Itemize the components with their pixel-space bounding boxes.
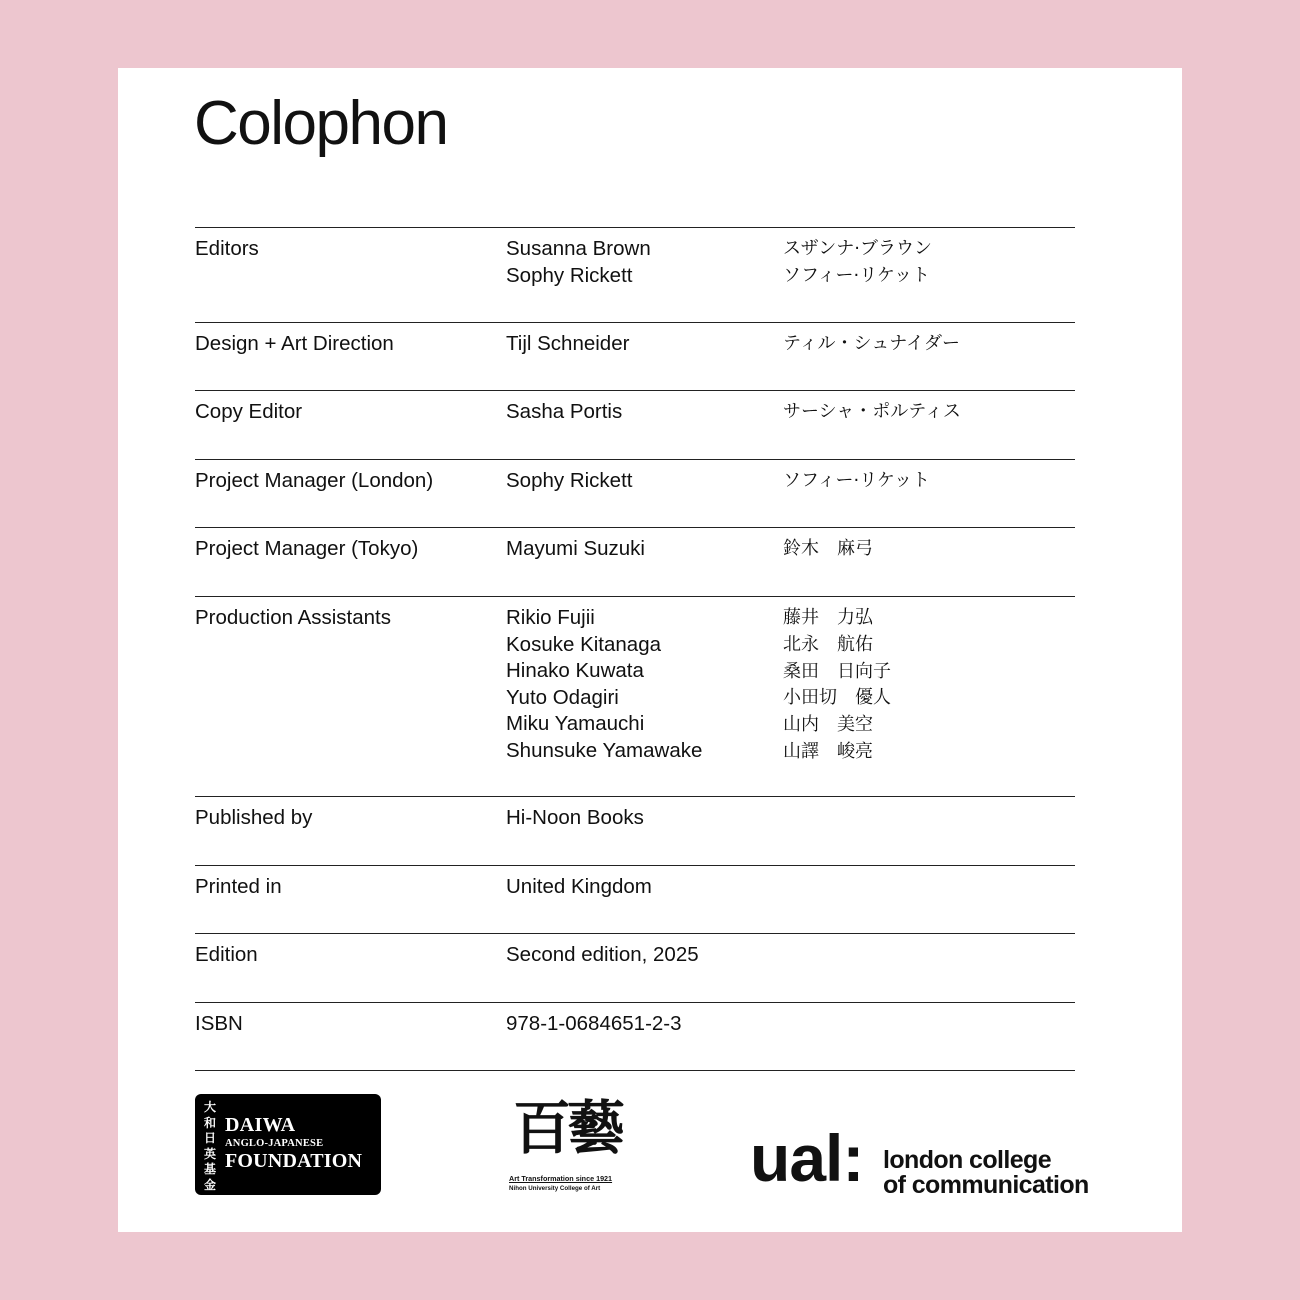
daiwa-foundation-logo <box>195 1094 381 1195</box>
credit-role: Copy Editor <box>195 400 303 423</box>
ual-college-line: london college <box>883 1146 1051 1174</box>
ual-mark: ual: <box>750 1121 864 1195</box>
credit-name: Hinako Kuwata <box>506 659 644 682</box>
credit-name: 978-1-0684651-2-3 <box>506 1012 682 1035</box>
credit-name-japanese: スザンナ·ブラウン <box>783 238 933 259</box>
daiwa-name: DAIWA <box>225 1114 296 1136</box>
credit-role: Project Manager (Tokyo) <box>195 537 419 560</box>
sponsor-logos <box>118 68 1182 1232</box>
credit-role: Edition <box>195 943 258 966</box>
credit-name: Sophy Rickett <box>506 469 633 492</box>
colophon-page <box>118 68 1182 1232</box>
credit-name-japanese: ティル・シュナイダー <box>783 333 960 354</box>
ual-lcc-logo <box>750 1121 1170 1202</box>
credit-name-japanese: ソフィー·リケット <box>783 470 931 491</box>
ual-college-line: of communication <box>883 1171 1089 1199</box>
credit-name-japanese: 山譯 峻亮 <box>783 740 873 762</box>
nihon-university-art-logo <box>505 1092 629 1200</box>
daiwa-kanji: 基 <box>203 1162 216 1176</box>
credit-name-japanese: 鈴木 麻弓 <box>783 538 873 559</box>
credit-name-japanese: 北永 航佑 <box>783 633 873 655</box>
credit-name-japanese: 小田切 優人 <box>783 687 891 709</box>
credit-name: Tijl Schneider <box>506 332 630 355</box>
daiwa-kanji: 金 <box>203 1177 216 1192</box>
credit-name: Miku Yamauchi <box>506 712 645 735</box>
daiwa-kanji: 英 <box>203 1146 216 1161</box>
credit-name-japanese: 藤井 力弘 <box>783 607 873 628</box>
credit-role: Editors <box>195 237 259 260</box>
daiwa-kanji: 大 <box>203 1100 216 1114</box>
credit-name: Sophy Rickett <box>506 263 633 287</box>
daiwa-subtitle: ANGLO-JAPANESE <box>225 1138 324 1149</box>
credit-name: Hi-Noon Books <box>506 806 644 829</box>
daiwa-foundation-word: FOUNDATION <box>225 1150 363 1172</box>
credit-role: Published by <box>195 806 313 829</box>
credit-name: Shunsuke Yamawake <box>506 738 703 762</box>
credit-name: Yuto Odagiri <box>506 685 619 709</box>
credit-name-japanese: サーシャ・ポルティス <box>783 401 961 422</box>
credit-name: Susanna Brown <box>506 237 651 260</box>
credit-name: Sasha Portis <box>506 400 623 423</box>
credit-role: Project Manager (London) <box>195 469 434 492</box>
credit-name: Second edition, 2025 <box>506 943 699 966</box>
credit-name: Rikio Fujii <box>506 606 595 629</box>
daiwa-kanji: 和 <box>203 1115 216 1130</box>
credit-name-japanese: 桑田 日向子 <box>783 660 891 682</box>
ual-college-name <box>883 1148 1089 1198</box>
credit-name-japanese: 山内 美空 <box>783 714 873 736</box>
credit-name-japanese: ソフィー·リケット <box>783 264 931 286</box>
hyakugei-institution: Nihon University College of Art <box>509 1185 601 1192</box>
credit-name: Mayumi Suzuki <box>506 537 645 560</box>
credit-role: ISBN <box>195 1012 243 1035</box>
hyakugei-glyph: 百藝 <box>512 1094 621 1162</box>
daiwa-kanji-column <box>203 1100 217 1193</box>
hyakugei-tagline: Art Transformation since 1921 <box>509 1174 613 1183</box>
page-title: Colophon <box>194 89 448 158</box>
credit-name: Kosuke Kitanaga <box>506 632 662 656</box>
credit-role: Printed in <box>195 875 282 898</box>
daiwa-kanji: 日 <box>203 1131 216 1145</box>
credit-name: United Kingdom <box>506 875 652 898</box>
credit-role: Production Assistants <box>195 606 391 629</box>
credit-role: Design + Art Direction <box>195 332 394 355</box>
